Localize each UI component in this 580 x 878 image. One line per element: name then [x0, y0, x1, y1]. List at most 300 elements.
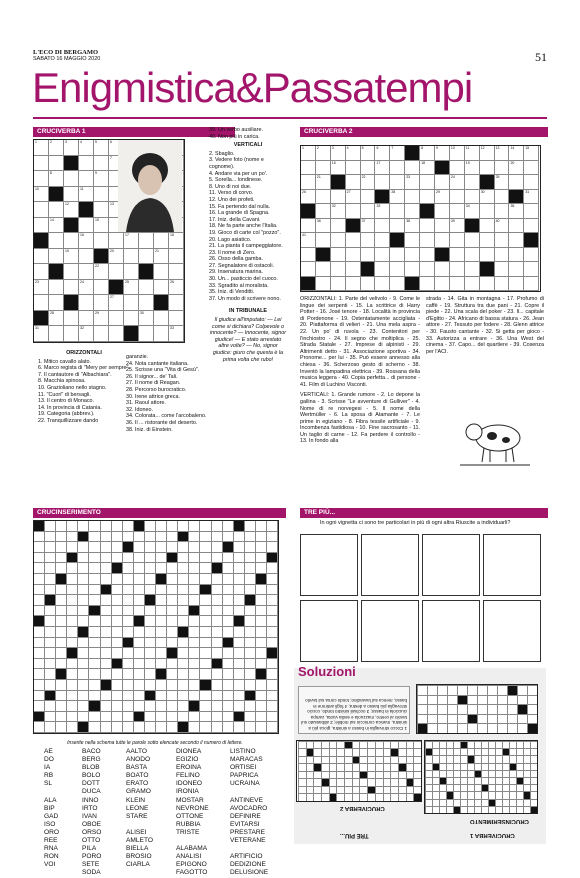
grid-cell	[167, 521, 178, 532]
grid-cell[interactable]	[301, 277, 316, 292]
grid-cell[interactable]	[124, 233, 139, 249]
grid-cell[interactable]	[316, 161, 331, 176]
grid-cell[interactable]	[361, 248, 376, 263]
grid-cell[interactable]	[34, 202, 49, 218]
grid-cell[interactable]	[405, 219, 420, 234]
grid-cell[interactable]	[361, 262, 376, 277]
grid-cell[interactable]	[346, 262, 361, 277]
grid-cell[interactable]	[450, 219, 465, 234]
grid-cell	[200, 669, 211, 680]
grid-cell[interactable]	[390, 146, 405, 161]
grid-cell[interactable]	[405, 204, 420, 219]
grid-cell	[267, 680, 278, 691]
grid-cell[interactable]	[34, 233, 49, 249]
grid-cell[interactable]	[465, 190, 480, 205]
grid-cell[interactable]	[64, 171, 79, 187]
cruciverba2-grid[interactable]	[300, 145, 541, 292]
grid-cell[interactable]	[509, 204, 524, 219]
grid-cell[interactable]	[94, 202, 109, 218]
grid-cell[interactable]	[435, 146, 450, 161]
grid-cell[interactable]	[524, 204, 539, 219]
grid-cell[interactable]	[79, 326, 94, 342]
grid-cell[interactable]	[420, 219, 435, 234]
grid-cell[interactable]	[480, 277, 495, 292]
grid-cell[interactable]	[34, 187, 49, 203]
grid-cell[interactable]	[450, 262, 465, 277]
grid-cell[interactable]	[301, 219, 316, 234]
grid-cell	[78, 616, 89, 627]
grid-cell	[67, 595, 78, 606]
grid-cell[interactable]	[435, 175, 450, 190]
grid-cell[interactable]	[34, 171, 49, 187]
grid-cell[interactable]	[124, 249, 139, 265]
grid-cell[interactable]	[64, 264, 79, 280]
grid-cell[interactable]	[524, 262, 539, 277]
grid-cell[interactable]	[79, 218, 94, 234]
grid-cell[interactable]	[331, 277, 346, 292]
grid-cell[interactable]	[495, 175, 510, 190]
vignette-1[interactable]	[300, 534, 358, 596]
grid-cell[interactable]	[361, 175, 376, 190]
grid-cell[interactable]	[169, 249, 184, 265]
grid-cell[interactable]	[346, 161, 361, 176]
grid-cell[interactable]	[480, 204, 495, 219]
grid-cell[interactable]	[509, 233, 524, 248]
grid-cell[interactable]	[169, 264, 184, 280]
grid-cell[interactable]	[316, 190, 331, 205]
grid-cell[interactable]	[34, 280, 49, 296]
grid-cell[interactable]	[34, 311, 49, 327]
grid-cell[interactable]	[154, 326, 169, 342]
grid-cell[interactable]	[49, 233, 64, 249]
clue-orizzontale: 14. In provincia di Catania.	[38, 404, 102, 411]
grid-cell[interactable]	[331, 190, 346, 205]
grid-cell[interactable]	[154, 295, 169, 311]
grid-cell[interactable]	[495, 248, 510, 263]
grid-cell[interactable]	[331, 204, 346, 219]
grid-cell[interactable]	[346, 248, 361, 263]
grid-cell[interactable]	[420, 204, 435, 219]
grid-cell[interactable]	[375, 248, 390, 263]
grid-cell[interactable]	[509, 277, 524, 292]
grid-cell[interactable]	[435, 219, 450, 234]
grid-cell[interactable]	[301, 233, 316, 248]
grid-cell[interactable]	[465, 161, 480, 176]
grid-cell[interactable]	[495, 233, 510, 248]
grid-cell[interactable]	[64, 280, 79, 296]
grid-cell[interactable]	[49, 171, 64, 187]
grid-cell[interactable]	[301, 262, 316, 277]
grid-cell[interactable]	[405, 233, 420, 248]
grid-cell[interactable]	[139, 326, 154, 342]
grid-cell[interactable]	[109, 264, 124, 280]
grid-cell[interactable]	[390, 190, 405, 205]
grid-cell[interactable]	[390, 233, 405, 248]
grid-cell[interactable]	[405, 161, 420, 176]
vignette-7[interactable]	[422, 600, 480, 662]
grid-cell[interactable]	[465, 262, 480, 277]
grid-cell[interactable]	[64, 295, 79, 311]
grid-cell[interactable]	[346, 219, 361, 234]
grid-cell[interactable]	[94, 264, 109, 280]
grid-cell[interactable]	[480, 161, 495, 176]
vignette-3[interactable]	[422, 534, 480, 596]
clue-orizzontale: 8. Macchia spinosa.	[38, 378, 86, 385]
grid-cell[interactable]	[361, 161, 376, 176]
grid-cell[interactable]	[420, 248, 435, 263]
grid-cell[interactable]	[420, 277, 435, 292]
grid-cell[interactable]	[49, 140, 64, 156]
grid-cell[interactable]	[331, 262, 346, 277]
grid-cell[interactable]	[420, 175, 435, 190]
grid-cell[interactable]	[420, 190, 435, 205]
grid-cell[interactable]	[316, 175, 331, 190]
grid-cell[interactable]	[435, 233, 450, 248]
grid-cell[interactable]	[420, 146, 435, 161]
grid-cell[interactable]	[64, 218, 79, 234]
grid-cell[interactable]	[450, 233, 465, 248]
grid-cell[interactable]	[79, 295, 94, 311]
grid-cell[interactable]	[495, 190, 510, 205]
grid-cell[interactable]	[34, 249, 49, 265]
clue-verticale: 26. Osso della gamba.	[209, 256, 263, 263]
grid-cell[interactable]	[331, 219, 346, 234]
grid-cell[interactable]	[524, 248, 539, 263]
grid-cell[interactable]	[94, 171, 109, 187]
cell-number: 11	[465, 146, 470, 150]
grid-cell[interactable]	[361, 190, 376, 205]
grid-cell[interactable]	[405, 262, 420, 277]
vignette-5[interactable]	[300, 600, 358, 662]
grid-cell[interactable]	[79, 171, 94, 187]
grid-cell[interactable]	[346, 204, 361, 219]
grid-cell[interactable]	[79, 202, 94, 218]
grid-cell[interactable]	[420, 262, 435, 277]
grid-cell	[223, 563, 234, 574]
grid-cell[interactable]	[375, 161, 390, 176]
grid-cell[interactable]	[509, 190, 524, 205]
grid-cell[interactable]	[405, 146, 420, 161]
grid-cell[interactable]	[361, 277, 376, 292]
grid-cell[interactable]	[94, 140, 109, 156]
grid-cell[interactable]	[375, 190, 390, 205]
grid-cell[interactable]	[465, 277, 480, 292]
grid-cell[interactable]	[139, 264, 154, 280]
grid-cell[interactable]	[79, 187, 94, 203]
grid-cell[interactable]	[390, 204, 405, 219]
grid-cell[interactable]	[450, 190, 465, 205]
grid-cell[interactable]	[331, 233, 346, 248]
grid-cell[interactable]	[64, 140, 79, 156]
grid-cell[interactable]	[139, 295, 154, 311]
grid-cell[interactable]	[124, 311, 139, 327]
grid-cell[interactable]	[49, 187, 64, 203]
grid-cell[interactable]	[450, 248, 465, 263]
grid-cell[interactable]	[301, 190, 316, 205]
grid-cell[interactable]	[450, 161, 465, 176]
grid-cell[interactable]	[465, 146, 480, 161]
grid-cell[interactable]	[109, 295, 124, 311]
grid-cell[interactable]	[405, 190, 420, 205]
grid-cell[interactable]	[375, 219, 390, 234]
grid-cell[interactable]	[316, 262, 331, 277]
grid-cell[interactable]	[169, 311, 184, 327]
grid-cell[interactable]	[94, 295, 109, 311]
grid-cell[interactable]	[375, 204, 390, 219]
grid-cell[interactable]	[316, 146, 331, 161]
grid-cell[interactable]	[435, 262, 450, 277]
grid-cell[interactable]	[94, 233, 109, 249]
grid-cell[interactable]	[154, 264, 169, 280]
grid-cell[interactable]	[390, 277, 405, 292]
grid-cell[interactable]	[109, 311, 124, 327]
grid-cell[interactable]	[109, 233, 124, 249]
grid-cell[interactable]	[346, 175, 361, 190]
grid-cell[interactable]	[64, 202, 79, 218]
grid-cell[interactable]	[49, 280, 64, 296]
grid-cell[interactable]	[524, 175, 539, 190]
grid-cell	[437, 685, 447, 695]
grid-cell[interactable]	[509, 248, 524, 263]
grid-cell[interactable]	[480, 175, 495, 190]
grid-cell[interactable]	[34, 295, 49, 311]
grid-cell[interactable]	[450, 146, 465, 161]
grid-cell[interactable]	[480, 146, 495, 161]
grid-cell[interactable]	[34, 218, 49, 234]
grid-cell[interactable]	[524, 219, 539, 234]
grid-cell[interactable]	[361, 204, 376, 219]
grid-cell[interactable]	[64, 233, 79, 249]
grid-cell[interactable]	[154, 249, 169, 265]
grid-cell	[200, 722, 211, 733]
grid-cell[interactable]	[94, 280, 109, 296]
grid-cell[interactable]	[331, 161, 346, 176]
grid-cell[interactable]	[139, 311, 154, 327]
grid-cell[interactable]	[49, 202, 64, 218]
grid-cell[interactable]	[509, 219, 524, 234]
grid-cell	[145, 542, 156, 553]
grid-cell[interactable]	[124, 295, 139, 311]
grid-cell	[530, 741, 537, 748]
word-item: FELINO	[176, 772, 200, 780]
grid-cell[interactable]	[435, 190, 450, 205]
grid-cell[interactable]	[94, 326, 109, 342]
grid-cell[interactable]	[316, 277, 331, 292]
grid-cell[interactable]	[94, 156, 109, 172]
grid-cell	[178, 542, 189, 553]
grid-cell[interactable]	[405, 175, 420, 190]
grid-cell[interactable]	[139, 280, 154, 296]
grid-cell[interactable]	[64, 326, 79, 342]
grid-cell	[267, 553, 278, 564]
word-item: PORO	[82, 853, 102, 861]
grid-cell[interactable]	[331, 146, 346, 161]
grid-cell[interactable]	[64, 156, 79, 172]
grid-cell	[495, 806, 502, 813]
grid-cell[interactable]	[390, 248, 405, 263]
grid-cell[interactable]	[346, 233, 361, 248]
grid-cell[interactable]	[109, 249, 124, 265]
grid-cell[interactable]	[346, 146, 361, 161]
grid-cell[interactable]	[79, 311, 94, 327]
grid-cell[interactable]	[64, 187, 79, 203]
grid-cell[interactable]	[301, 161, 316, 176]
grid-cell[interactable]	[495, 146, 510, 161]
grid-cell[interactable]	[405, 248, 420, 263]
grid-cell[interactable]	[49, 264, 64, 280]
grid-cell[interactable]	[465, 248, 480, 263]
grid-cell[interactable]	[390, 175, 405, 190]
cell-number: 28	[50, 310, 54, 315]
grid-cell[interactable]	[316, 204, 331, 219]
grid-cell[interactable]	[154, 233, 169, 249]
grid-cell[interactable]	[480, 219, 495, 234]
grid-cell[interactable]	[139, 249, 154, 265]
grid-cell[interactable]	[390, 219, 405, 234]
grid-cell[interactable]	[361, 233, 376, 248]
grid-cell[interactable]	[331, 248, 346, 263]
grid-cell[interactable]	[79, 264, 94, 280]
grid-cell	[460, 748, 467, 755]
grid-cell[interactable]	[509, 175, 524, 190]
grid-cell[interactable]	[524, 277, 539, 292]
grid-cell[interactable]	[79, 280, 94, 296]
grid-cell[interactable]	[361, 146, 379, 161]
grid-cell[interactable]	[139, 233, 154, 249]
grid-cell[interactable]	[169, 295, 184, 311]
grid-cell[interactable]	[375, 277, 390, 292]
vignette-8[interactable]	[483, 600, 541, 662]
grid-cell	[212, 521, 223, 532]
grid-cell[interactable]	[435, 161, 450, 176]
grid-cell[interactable]	[435, 248, 450, 263]
grid-cell[interactable]	[94, 218, 109, 234]
grid-cell[interactable]	[480, 190, 495, 205]
grid-cell[interactable]	[509, 161, 524, 176]
grid-cell[interactable]	[124, 264, 139, 280]
grid-cell[interactable]	[495, 277, 510, 292]
grid-cell[interactable]	[169, 326, 184, 342]
grid-cell[interactable]	[169, 280, 184, 296]
grid-cell[interactable]	[169, 233, 184, 249]
grid-cell[interactable]	[124, 326, 139, 342]
grid-cell[interactable]	[49, 156, 64, 172]
grid-cell[interactable]	[109, 280, 124, 296]
grid-cell[interactable]	[435, 204, 450, 219]
grid-cell[interactable]	[34, 156, 49, 172]
grid-cell[interactable]	[316, 248, 331, 263]
grid-cell[interactable]	[301, 204, 316, 219]
vignette-6[interactable]	[361, 600, 419, 662]
grid-cell[interactable]	[109, 326, 124, 342]
grid-cell[interactable]	[94, 187, 109, 203]
grid-cell[interactable]	[154, 280, 169, 296]
grid-cell[interactable]	[49, 326, 64, 342]
grid-cell[interactable]	[346, 277, 361, 292]
grid-cell	[34, 691, 45, 702]
grid-cell[interactable]	[420, 161, 435, 176]
grid-cell[interactable]	[49, 249, 64, 265]
grid-cell[interactable]	[375, 146, 390, 161]
grid-cell[interactable]	[509, 262, 524, 277]
grid-cell[interactable]	[435, 277, 450, 292]
grid-cell[interactable]	[34, 326, 49, 342]
grid-cell[interactable]	[390, 262, 405, 277]
grid-cell[interactable]	[375, 262, 390, 277]
grid-cell[interactable]	[524, 146, 539, 161]
grid-cell[interactable]	[301, 175, 316, 190]
grid-cell[interactable]	[450, 175, 465, 190]
grid-cell[interactable]	[375, 233, 390, 248]
grid-cell	[406, 786, 414, 794]
grid-cell[interactable]	[331, 175, 346, 190]
grid-cell	[112, 669, 123, 680]
grid-cell[interactable]	[465, 219, 480, 234]
grid-cell[interactable]	[124, 280, 139, 296]
vignette-2[interactable]	[361, 534, 419, 596]
grid-cell[interactable]	[94, 311, 109, 327]
grid-cell[interactable]	[465, 204, 480, 219]
crucinserimento-grid[interactable]	[33, 520, 279, 734]
grid-cell[interactable]	[495, 219, 510, 234]
grid-cell	[112, 616, 123, 627]
grid-cell[interactable]	[79, 233, 94, 249]
grid-cell[interactable]	[34, 264, 49, 280]
grid-cell[interactable]	[509, 146, 524, 161]
grid-cell[interactable]	[301, 146, 316, 161]
grid-cell[interactable]	[316, 233, 331, 248]
grid-cell[interactable]	[480, 262, 495, 277]
grid-cell[interactable]	[94, 249, 109, 265]
grid-cell[interactable]	[465, 233, 480, 248]
vignette-4[interactable]	[483, 534, 541, 596]
grid-cell[interactable]	[450, 277, 465, 292]
grid-cell[interactable]	[301, 248, 316, 263]
grid-cell[interactable]	[49, 218, 64, 234]
grid-cell[interactable]	[405, 277, 420, 292]
grid-cell[interactable]	[79, 140, 94, 156]
grid-cell	[352, 764, 360, 772]
grid-cell[interactable]	[495, 204, 510, 219]
grid-cell[interactable]	[361, 219, 376, 234]
grid-cell	[413, 786, 421, 794]
grid-cell[interactable]	[495, 161, 510, 176]
grid-cell[interactable]	[79, 156, 94, 172]
grid-cell[interactable]	[64, 311, 79, 327]
grid-cell[interactable]	[34, 140, 49, 156]
grid-cell[interactable]	[465, 175, 480, 190]
grid-cell[interactable]	[524, 190, 539, 205]
grid-cell	[45, 616, 56, 627]
grid-cell[interactable]	[49, 295, 64, 311]
grid-cell	[134, 659, 145, 670]
grid-cell[interactable]	[524, 233, 539, 248]
grid-cell[interactable]	[524, 161, 539, 176]
grid-cell[interactable]	[375, 175, 390, 190]
grid-cell[interactable]	[154, 311, 169, 327]
grid-cell[interactable]	[79, 249, 94, 265]
grid-cell[interactable]	[450, 204, 465, 219]
grid-cell[interactable]	[316, 219, 331, 234]
grid-cell[interactable]	[346, 190, 361, 205]
grid-cell[interactable]	[480, 248, 495, 263]
grid-cell[interactable]	[495, 262, 510, 277]
grid-cell[interactable]	[420, 233, 435, 248]
grid-cell[interactable]	[64, 249, 79, 265]
grid-cell[interactable]	[480, 233, 495, 248]
grid-cell[interactable]	[49, 311, 64, 327]
grid-cell[interactable]	[390, 161, 405, 176]
